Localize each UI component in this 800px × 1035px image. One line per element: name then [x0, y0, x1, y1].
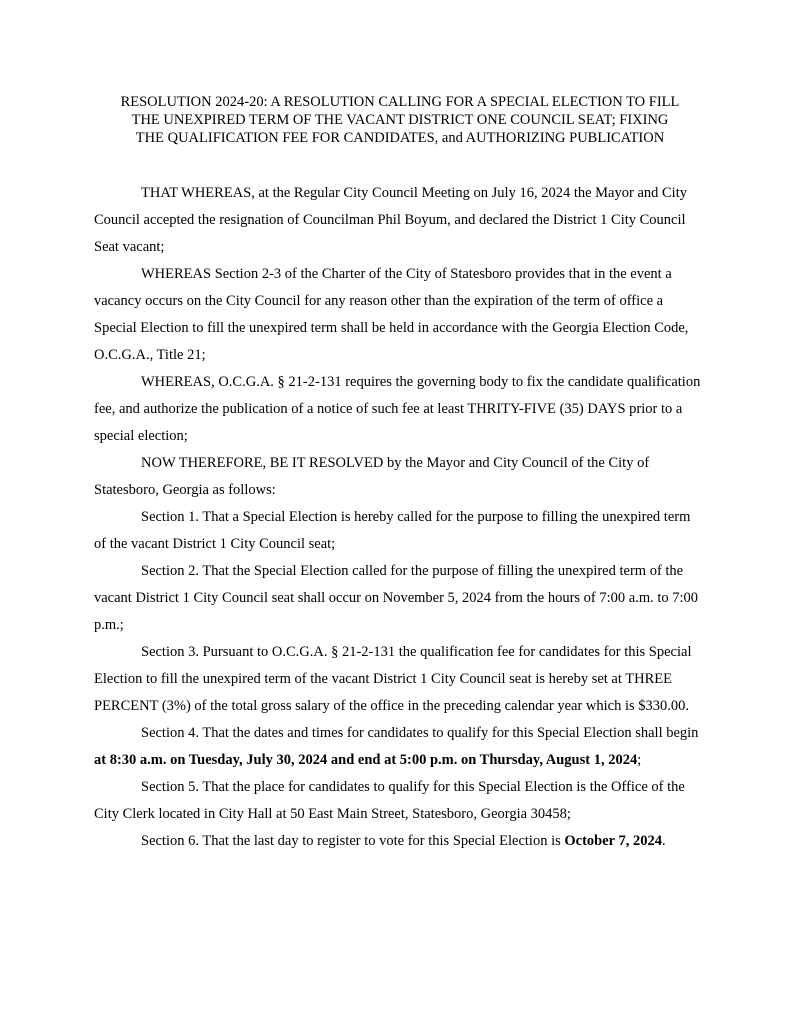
title-line-3: THE QUALIFICATION FEE FOR CANDIDATES, and AUTHORIZING PUBLICATION [135, 130, 665, 146]
section-3: Section 3. Pursuant to O.C.G.A. § 21-2-131 the qualification fee for candidates for this Special Election to fill the unexpired term of the vacant District 1 City Council seat is hereby set at THREE PERCENT (3%) of the total gross salary of the office in the preceding calendar year which is $330.00. [94, 644, 692, 714]
resolved-paragraph: NOW THEREFORE, BE IT RESOLVED by the Mayor and City Council of the City of Statesboro, Georgia as follows: [94, 455, 650, 498]
resolution-title [94, 93, 706, 147]
title-line-1: RESOLUTION 2024-20: A RESOLUTION CALLING FOR A SPECIAL ELECTION TO FILL [120, 94, 680, 110]
section-4-text: Section 4. That the dates and times for candidates to qualify for this Special Election shall begin [141, 725, 699, 741]
section-2: Section 2. That the Special Election called for the purpose of filling the unexpired term of the vacant District 1 City Council seat shall occur on November 5, 2024 from the hours of 7:00 a.m. to 7:00 p.m.; [94, 563, 699, 633]
section-6-date: October 7, 2024 [564, 833, 662, 849]
section-4 [94, 720, 706, 774]
section-1: Section 1. That a Special Election is hereby called for the purpose to filling the unexpired term of the vacant District 1 City Council seat; [94, 509, 691, 552]
section-5: Section 5. That the place for candidates to qualify for this Special Election is the Office of the City Clerk located in City Hall at 50 East Main Street, Statesboro, Georgia 30458; [94, 779, 685, 822]
whereas-resignation-paragraph: THAT WHEREAS, at the Regular City Council Meeting on July 16, 2024 the Mayor and City Council accepted the resignation of Councilman Phil Boyum, and declared the District 1 City Council Seat vacant; [94, 185, 687, 255]
document-page [94, 93, 706, 855]
section-4-dates: at 8:30 a.m. on Tuesday, July 30, 2024 and end at 5:00 p.m. on Thursday, August 1, 2024 [94, 752, 638, 768]
whereas-charter-paragraph: WHEREAS Section 2-3 of the Charter of the City of Statesboro provides that in the event a vacancy occurs on the City Council for any reason other than the expiration of the term of office a Special Election to fill the unexpired term shall be held in accordance with the Georgia Election Code, O.C.G.A., Title 21; [94, 266, 689, 363]
section-6-end: . [661, 833, 666, 849]
section-6-text: Section 6. That the last day to register to vote for this Special Election is [141, 833, 565, 849]
section-4-end: ; [637, 752, 642, 768]
section-6 [94, 828, 706, 855]
title-line-2: THE UNEXPIRED TERM OF THE VACANT DISTRICT ONE COUNCIL SEAT; FIXING [131, 112, 669, 128]
whereas-ocga-paragraph: WHEREAS, O.C.G.A. § 21-2-131 requires the governing body to fix the candidate qualification fee, and authorize the publication of a notice of such fee at least THRITY-FIVE (35) DAYS prior to a special election; [94, 374, 701, 444]
